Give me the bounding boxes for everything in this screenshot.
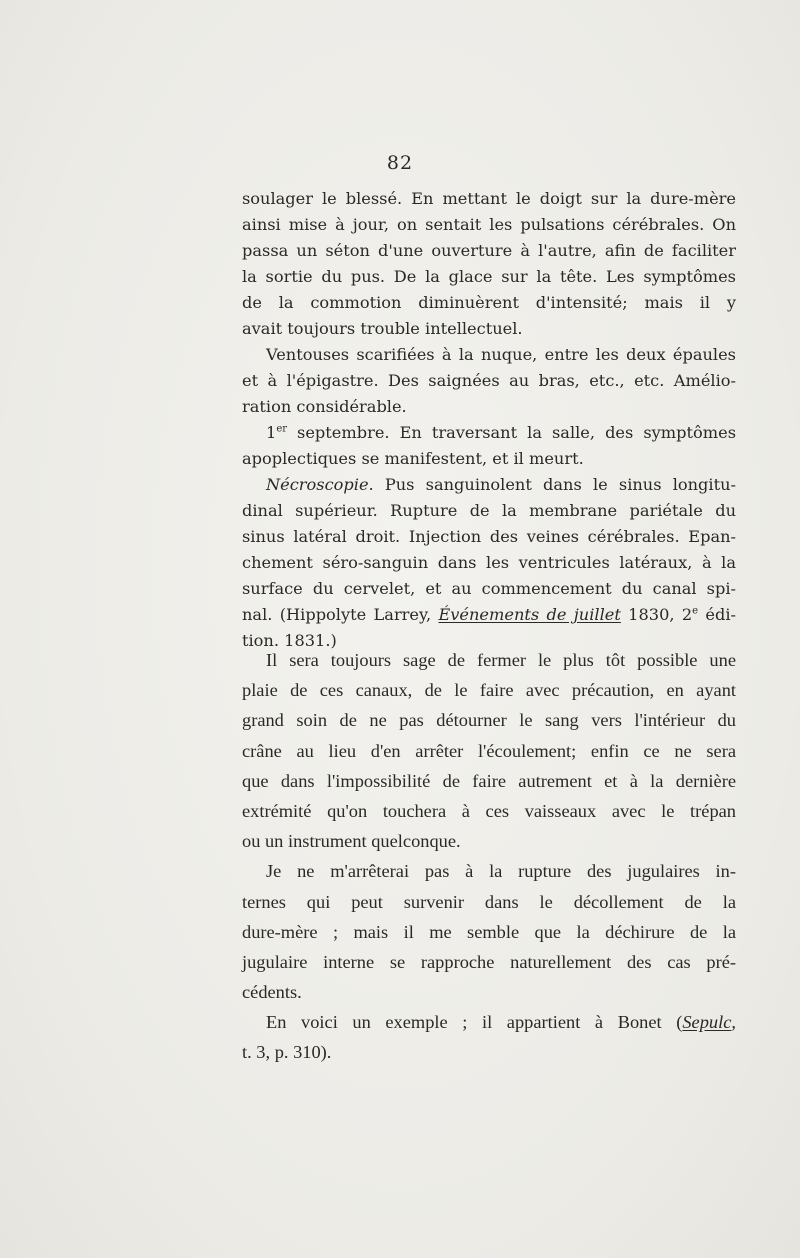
text-line: plaie de ces canaux, de le faire avec précaution, en ayant [242, 680, 736, 701]
text-line: Je ne m'arrêterai pas à la rupture des jugulaires in- [266, 861, 736, 882]
text-line: ou un instrument quelconque. [242, 831, 461, 852]
text-line: de la commotion diminuèrent d'intensité; mais il y [242, 293, 736, 312]
text-line: avait toujours trouble intellectuel. [242, 319, 523, 338]
text-line: crâne au lieu d'en arrêter l'écoulement; enfin ce ne sera [242, 740, 736, 761]
text-line: apoplectiques se manifestent, et il meurt. [242, 449, 584, 468]
text-line: nal. (Hippolyte Larrey, Événements de juillet 1830, 2e édi- [242, 605, 736, 624]
text-line: sinus latéral droit. Injection des veines cérébrales. Epan- [242, 527, 736, 546]
text-line: surface du cervelet, et au commencement du canal spi- [242, 579, 736, 598]
text-line: passa un séton d'une ouverture à l'autre, afin de faciliter [242, 241, 736, 260]
text-line: dure-mère ; mais il me semble que la déchirure de la [242, 921, 736, 942]
text-line: cédents. [242, 982, 302, 1003]
text-line: t. 3, p. 310). [242, 1042, 332, 1063]
text-line: 1er septembre. En traversant la salle, des symptômes [266, 423, 736, 442]
text-line: jugulaire interne se rapproche naturellement des cas pré- [242, 951, 736, 972]
text-line: En voici un exemple ; il appartient à Bonet (Sepulc, [266, 1012, 736, 1033]
text-line: et à l'épigastre. Des saignées au bras, etc., etc. Amélio- [242, 371, 736, 390]
page-number: 82 [386, 152, 414, 174]
text-line: ternes qui peut survenir dans le décollement de la [242, 891, 736, 912]
text-line: chement séro-sanguin dans les ventricules latéraux, à la [242, 553, 736, 572]
text-line: dinal supérieur. Rupture de la membrane pariétale du [242, 501, 736, 520]
text-line: ration considérable. [242, 397, 407, 416]
text-line: que dans l'impossibilité de faire autrement et à la dernière [242, 770, 736, 791]
text-line: Nécroscopie. Pus sanguinolent dans le sinus longitu- [266, 475, 736, 494]
text-line: extrémité qu'on touchera à ces vaisseaux avec le trépan [242, 800, 736, 821]
text-line: tion. 1831.) [242, 631, 337, 650]
text-line: ainsi mise à jour, on sentait les pulsations cérébrales. On [242, 215, 736, 234]
text-line: Il sera toujours sage de fermer le plus tôt possible une [266, 650, 736, 670]
text-line: la sortie du pus. De la glace sur la tête. Les symptômes [242, 267, 736, 286]
case-report-paragraphs [242, 186, 736, 654]
text-line: grand soin de ne pas détourner le sang vers l'intérieur du [242, 710, 736, 731]
text-line: Ventouses scarifiées à la nuque, entre les deux épaules [266, 345, 736, 364]
commentary-paragraphs [242, 645, 736, 1068]
text-line: soulager le blessé. En mettant le doigt sur la dure-mère [242, 189, 736, 208]
